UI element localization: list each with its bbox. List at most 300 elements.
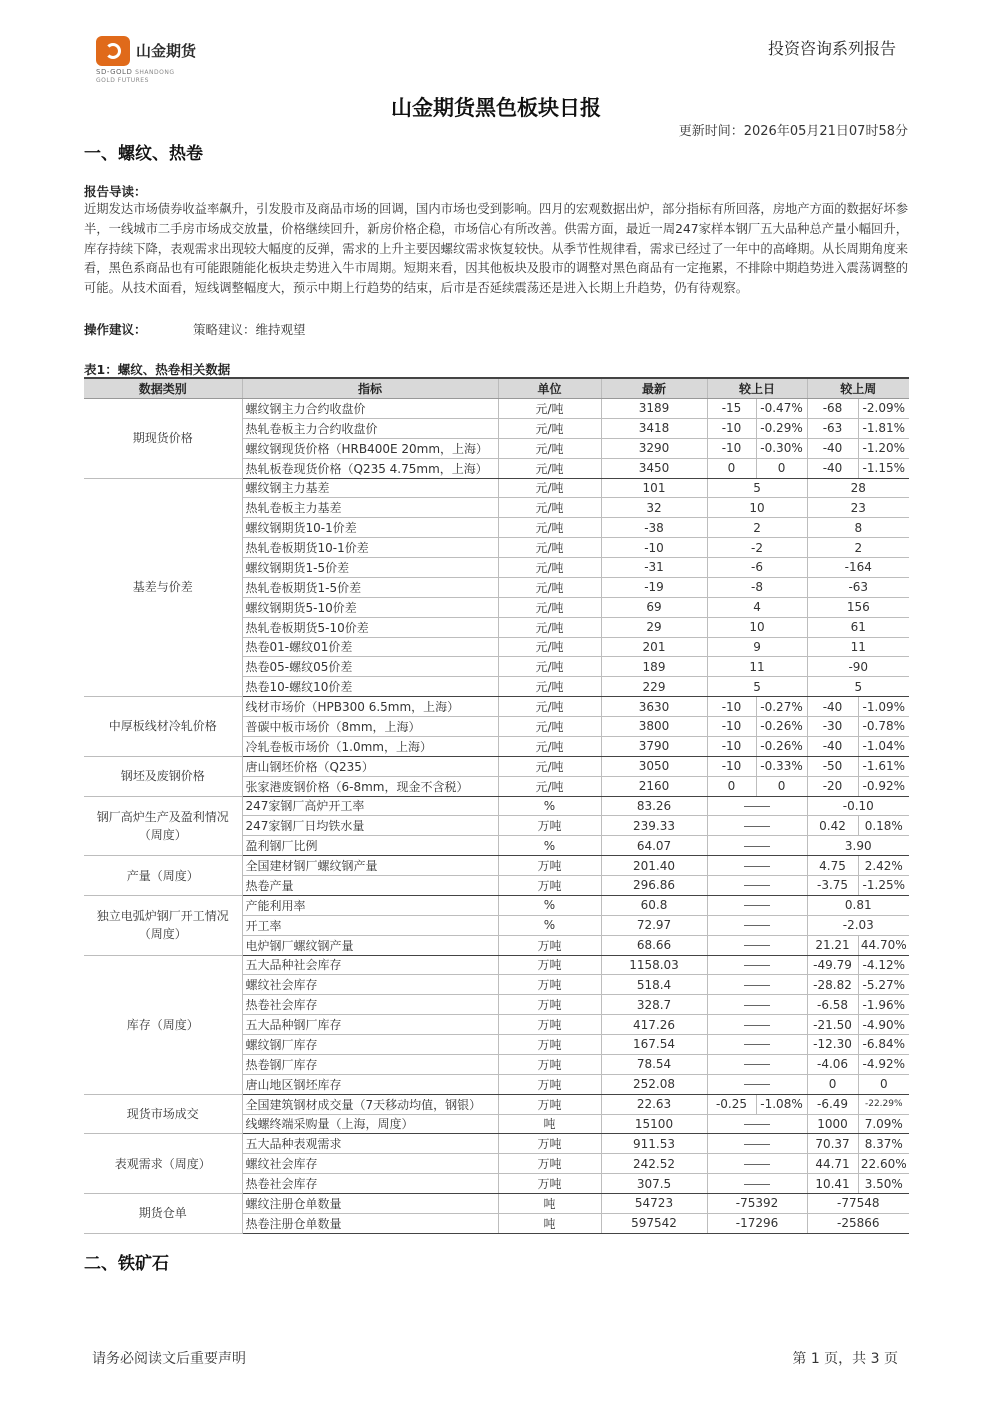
indicator-cell: 热卷产量 xyxy=(242,876,498,896)
change-cell: 7.09% xyxy=(858,1114,909,1134)
latest-cell: 64.07 xyxy=(601,836,707,856)
latest-cell: -31 xyxy=(601,558,707,578)
latest-cell: 201 xyxy=(601,637,707,657)
latest-cell: 189 xyxy=(601,657,707,677)
table-row xyxy=(84,955,909,975)
category-cell: 独立电弧炉钢厂开工情况（周度） xyxy=(84,895,242,955)
latest-cell: 101 xyxy=(601,478,707,498)
latest-cell: 83.26 xyxy=(601,796,707,816)
no-data-dash xyxy=(744,945,770,946)
lead-label: 报告导读： xyxy=(84,184,147,199)
document-title: 山金期货黑色板块日报 xyxy=(391,96,601,120)
latest-cell: 72.97 xyxy=(601,915,707,935)
no-data-dash xyxy=(744,885,770,886)
indicator-cell: 螺纹钢现货价格（HRB400E 20mm，上海） xyxy=(242,438,498,458)
week-change-cell: -2.03 xyxy=(807,915,909,935)
latest-cell: 3189 xyxy=(601,399,707,419)
latest-cell: 167.54 xyxy=(601,1035,707,1055)
change-cell: -1.20% xyxy=(858,438,909,458)
indicator-cell: 热轧卷板期货1-5价差 xyxy=(242,577,498,597)
category-cell: 基差与价差 xyxy=(84,478,242,697)
latest-cell: 3050 xyxy=(601,756,707,776)
unit-cell: 元/吨 xyxy=(498,717,601,737)
change-cell: -1.04% xyxy=(858,736,909,756)
day-change-dash-cell xyxy=(707,915,807,935)
unit-cell: 万吨 xyxy=(498,1094,601,1114)
unit-cell: 元/吨 xyxy=(498,498,601,518)
day-change-cell: 9 xyxy=(707,637,807,657)
change-cell: -15 xyxy=(707,399,756,419)
day-change-dash-cell xyxy=(707,876,807,896)
week-change-cell: 8 xyxy=(807,518,909,538)
indicator-cell: 螺纹钢主力合约收盘价 xyxy=(242,399,498,419)
unit-cell: 万吨 xyxy=(498,995,601,1015)
day-change-dash-cell xyxy=(707,1015,807,1035)
category-cell: 库存（周度） xyxy=(84,955,242,1094)
unit-cell: 万吨 xyxy=(498,975,601,995)
no-data-dash xyxy=(744,985,770,986)
unit-cell: 万吨 xyxy=(498,1015,601,1035)
indicator-cell: 开工率 xyxy=(242,915,498,935)
indicator-cell: 冷轧卷板市场价（1.0mm，上海） xyxy=(242,736,498,756)
change-cell: -40 xyxy=(807,736,858,756)
day-change-dash-cell xyxy=(707,796,807,816)
unit-cell: 万吨 xyxy=(498,935,601,955)
week-change-cell: -0.10 xyxy=(807,796,909,816)
report-series: 投资咨询系列报告 xyxy=(767,39,896,58)
change-cell: -0.25 xyxy=(707,1094,756,1114)
unit-cell: 万吨 xyxy=(498,1174,601,1194)
logo-en: SD-GOLD xyxy=(96,68,133,76)
footer-disclaimer: 请务必阅读文后重要声明 xyxy=(92,1351,246,1367)
no-data-dash xyxy=(744,826,770,827)
indicator-cell: 全国建筑钢材成交量（7天移动均值，钢银） xyxy=(242,1094,498,1114)
latest-cell: 60.8 xyxy=(601,895,707,915)
latest-cell: 3790 xyxy=(601,736,707,756)
latest-cell: 22.63 xyxy=(601,1094,707,1114)
change-cell: 0 xyxy=(858,1074,909,1094)
day-change-cell: -17296 xyxy=(707,1213,807,1233)
indicator-cell: 电炉钢厂螺纹钢产量 xyxy=(242,935,498,955)
change-cell: 3.50% xyxy=(858,1174,909,1194)
day-change-cell: 2 xyxy=(707,518,807,538)
change-cell: -4.12% xyxy=(858,955,909,975)
day-change-dash-cell xyxy=(707,856,807,876)
indicator-cell: 热卷钢厂库存 xyxy=(242,1054,498,1074)
unit-cell: 元/吨 xyxy=(498,518,601,538)
table-row xyxy=(84,1134,909,1154)
no-data-dash xyxy=(744,905,770,906)
day-change-cell: 10 xyxy=(707,498,807,518)
table-row xyxy=(84,796,909,816)
indicator-cell: 线材市场价（HPB300 6.5mm，上海） xyxy=(242,697,498,717)
change-cell: -10 xyxy=(707,717,756,737)
unit-cell: 元/吨 xyxy=(498,776,601,796)
day-change-cell: 5 xyxy=(707,478,807,498)
change-cell: 44.71 xyxy=(807,1154,858,1174)
indicator-cell: 热卷10-螺纹10价差 xyxy=(242,677,498,697)
change-cell: -2.09% xyxy=(858,399,909,419)
day-change-dash-cell xyxy=(707,816,807,836)
change-cell: -6.49 xyxy=(807,1094,858,1114)
table-row xyxy=(84,1194,909,1214)
week-change-cell: -25866 xyxy=(807,1213,909,1233)
unit-cell: 元/吨 xyxy=(498,697,601,717)
indicator-cell: 唐山钢坯价格（Q235） xyxy=(242,756,498,776)
unit-cell: 元/吨 xyxy=(498,637,601,657)
change-cell: 4.75 xyxy=(807,856,858,876)
week-change-cell: -63 xyxy=(807,577,909,597)
unit-cell: 万吨 xyxy=(498,955,601,975)
latest-cell: 911.53 xyxy=(601,1134,707,1154)
latest-cell: 3630 xyxy=(601,697,707,717)
latest-cell: 3450 xyxy=(601,458,707,478)
change-cell: -0.33% xyxy=(756,756,807,776)
unit-cell: 万吨 xyxy=(498,1154,601,1174)
latest-cell: -38 xyxy=(601,518,707,538)
no-data-dash xyxy=(744,1084,770,1085)
day-change-dash-cell xyxy=(707,1134,807,1154)
latest-cell: 3290 xyxy=(601,438,707,458)
page-number: 第 1 页，共 3 页 xyxy=(792,1351,898,1367)
logo-icon xyxy=(96,36,130,66)
unit-cell: 万吨 xyxy=(498,816,601,836)
unit-cell: 元/吨 xyxy=(498,438,601,458)
day-change-cell: -2 xyxy=(707,538,807,558)
change-cell: 0 xyxy=(756,458,807,478)
table-header-row xyxy=(84,378,909,399)
day-change-dash-cell xyxy=(707,1054,807,1074)
indicator-cell: 热卷社会库存 xyxy=(242,995,498,1015)
change-cell: -10 xyxy=(707,438,756,458)
category-cell: 钢坯及废钢价格 xyxy=(84,756,242,796)
latest-cell: 239.33 xyxy=(601,816,707,836)
change-cell: -1.61% xyxy=(858,756,909,776)
no-data-dash xyxy=(744,925,770,926)
change-cell: -0.26% xyxy=(756,736,807,756)
category-cell: 产量（周度） xyxy=(84,856,242,896)
change-cell: -1.08% xyxy=(756,1094,807,1114)
col-header-vs-week: 较上周 xyxy=(807,378,909,399)
no-data-dash xyxy=(744,1044,770,1045)
change-cell: -1.09% xyxy=(858,697,909,717)
day-change-dash-cell xyxy=(707,975,807,995)
table-row xyxy=(84,856,909,876)
day-change-dash-cell xyxy=(707,995,807,1015)
change-cell: -0.27% xyxy=(756,697,807,717)
latest-cell: 29 xyxy=(601,617,707,637)
week-change-cell: 2 xyxy=(807,538,909,558)
latest-cell: 78.54 xyxy=(601,1054,707,1074)
latest-cell: -10 xyxy=(601,538,707,558)
change-cell: -63 xyxy=(807,418,858,438)
no-data-dash xyxy=(744,1184,770,1185)
col-header-indicator: 指标 xyxy=(242,378,498,399)
change-cell: 0 xyxy=(707,458,756,478)
latest-cell: 32 xyxy=(601,498,707,518)
change-cell: 0 xyxy=(756,776,807,796)
table-caption: 表1：螺纹、热卷相关数据 xyxy=(84,362,231,377)
indicator-cell: 螺纹社会库存 xyxy=(242,1154,498,1174)
change-cell: -0.47% xyxy=(756,399,807,419)
change-cell: -6.84% xyxy=(858,1035,909,1055)
latest-cell: 2160 xyxy=(601,776,707,796)
change-cell: 0 xyxy=(707,776,756,796)
indicator-cell: 螺纹钢期货5-10价差 xyxy=(242,597,498,617)
unit-cell: % xyxy=(498,796,601,816)
day-change-cell: -6 xyxy=(707,558,807,578)
unit-cell: 万吨 xyxy=(498,1134,601,1154)
day-change-dash-cell xyxy=(707,1174,807,1194)
change-cell: -5.27% xyxy=(858,975,909,995)
day-change-dash-cell xyxy=(707,1154,807,1174)
change-cell: -3.75 xyxy=(807,876,858,896)
indicator-cell: 张家港废钢价格（6-8mm，现金不含税） xyxy=(242,776,498,796)
logo-text: 山金期货 xyxy=(136,42,197,60)
no-data-dash xyxy=(744,1124,770,1125)
unit-cell: 元/吨 xyxy=(498,458,601,478)
table-row xyxy=(84,1094,909,1114)
change-cell: -28.82 xyxy=(807,975,858,995)
unit-cell: 元/吨 xyxy=(498,677,601,697)
unit-cell: % xyxy=(498,836,601,856)
indicator-cell: 五大品种社会库存 xyxy=(242,955,498,975)
day-change-dash-cell xyxy=(707,1114,807,1134)
unit-cell: % xyxy=(498,915,601,935)
unit-cell: 万吨 xyxy=(498,856,601,876)
latest-cell: 417.26 xyxy=(601,1015,707,1035)
change-cell: -10 xyxy=(707,697,756,717)
latest-cell: 68.66 xyxy=(601,935,707,955)
week-change-cell: 3.90 xyxy=(807,836,909,856)
change-cell: -40 xyxy=(807,697,858,717)
indicator-cell: 247家钢厂日均铁水量 xyxy=(242,816,498,836)
col-header-unit: 单位 xyxy=(498,378,601,399)
change-cell: -1.25% xyxy=(858,876,909,896)
update-time: 更新时间：2026年05月21日07时58分 xyxy=(678,124,908,139)
change-cell: -10 xyxy=(707,756,756,776)
day-change-dash-cell xyxy=(707,955,807,975)
rebar-data-table xyxy=(84,377,909,1234)
latest-cell: 3418 xyxy=(601,418,707,438)
category-cell: 期现货价格 xyxy=(84,399,242,479)
indicator-cell: 热轧卷板期货5-10价差 xyxy=(242,617,498,637)
latest-cell: -19 xyxy=(601,577,707,597)
no-data-dash xyxy=(744,1164,770,1165)
indicator-cell: 热轧板卷现货价格（Q235 4.75mm，上海） xyxy=(242,458,498,478)
unit-cell: 元/吨 xyxy=(498,558,601,578)
change-cell: 21.21 xyxy=(807,935,858,955)
indicator-cell: 五大品种表观需求 xyxy=(242,1134,498,1154)
unit-cell: 元/吨 xyxy=(498,418,601,438)
company-logo xyxy=(96,36,197,84)
indicator-cell: 螺纹钢期货10-1价差 xyxy=(242,518,498,538)
change-cell: -0.26% xyxy=(756,717,807,737)
unit-cell: 元/吨 xyxy=(498,756,601,776)
latest-cell: 328.7 xyxy=(601,995,707,1015)
indicator-cell: 产能利用率 xyxy=(242,895,498,915)
latest-cell: 15100 xyxy=(601,1114,707,1134)
no-data-dash xyxy=(744,1144,770,1145)
change-cell: -1.96% xyxy=(858,995,909,1015)
unit-cell: 万吨 xyxy=(498,1054,601,1074)
table-row xyxy=(84,895,909,915)
unit-cell: 元/吨 xyxy=(498,736,601,756)
indicator-cell: 螺纹钢厂库存 xyxy=(242,1035,498,1055)
week-change-cell: 11 xyxy=(807,637,909,657)
change-cell: 0.42 xyxy=(807,816,858,836)
unit-cell: % xyxy=(498,895,601,915)
indicator-cell: 螺纹社会库存 xyxy=(242,975,498,995)
day-change-dash-cell xyxy=(707,1035,807,1055)
latest-cell: 3800 xyxy=(601,717,707,737)
change-cell: -12.30 xyxy=(807,1035,858,1055)
change-cell: 0 xyxy=(807,1074,858,1094)
change-cell: 0.18% xyxy=(858,816,909,836)
latest-cell: 242.52 xyxy=(601,1154,707,1174)
no-data-dash xyxy=(744,1064,770,1065)
unit-cell: 元/吨 xyxy=(498,597,601,617)
day-change-dash-cell xyxy=(707,1074,807,1094)
unit-cell: 吨 xyxy=(498,1194,601,1214)
indicator-cell: 全国建材钢厂螺纹钢产量 xyxy=(242,856,498,876)
change-cell: -1.81% xyxy=(858,418,909,438)
change-cell: 10.41 xyxy=(807,1174,858,1194)
table-row xyxy=(84,697,909,717)
unit-cell: 万吨 xyxy=(498,1074,601,1094)
indicator-cell: 247家钢厂高炉开工率 xyxy=(242,796,498,816)
latest-cell: 201.40 xyxy=(601,856,707,876)
unit-cell: 元/吨 xyxy=(498,617,601,637)
day-change-cell: -8 xyxy=(707,577,807,597)
col-header-category: 数据类别 xyxy=(84,378,242,399)
day-change-cell: -75392 xyxy=(707,1194,807,1214)
indicator-cell: 热轧卷板主力合约收盘价 xyxy=(242,418,498,438)
change-cell: -1.15% xyxy=(858,458,909,478)
week-change-cell: -90 xyxy=(807,657,909,677)
change-cell: -40 xyxy=(807,458,858,478)
day-change-dash-cell xyxy=(707,895,807,915)
change-cell: -6.58 xyxy=(807,995,858,1015)
change-cell: 22.60% xyxy=(858,1154,909,1174)
change-cell: -0.29% xyxy=(756,418,807,438)
week-change-cell: -77548 xyxy=(807,1194,909,1214)
category-cell: 钢厂高炉生产及盈利情况（周度） xyxy=(84,796,242,856)
latest-cell: 597542 xyxy=(601,1213,707,1233)
change-cell: -10 xyxy=(707,418,756,438)
change-cell: -20 xyxy=(807,776,858,796)
change-cell: 44.70% xyxy=(858,935,909,955)
section-title-rebar: 一、螺纹、热卷 xyxy=(84,144,203,164)
latest-cell: 69 xyxy=(601,597,707,617)
unit-cell: 元/吨 xyxy=(498,538,601,558)
col-header-vs-day: 较上日 xyxy=(707,378,807,399)
latest-cell: 252.08 xyxy=(601,1074,707,1094)
no-data-dash xyxy=(744,1025,770,1026)
category-cell: 中厚板线材冷轧价格 xyxy=(84,697,242,757)
indicator-cell: 螺纹钢主力基差 xyxy=(242,478,498,498)
operation-value: 策略建议：维持观望 xyxy=(193,322,306,337)
unit-cell: 万吨 xyxy=(498,876,601,896)
unit-cell: 吨 xyxy=(498,1213,601,1233)
indicator-cell: 唐山地区钢坯库存 xyxy=(242,1074,498,1094)
week-change-cell: 28 xyxy=(807,478,909,498)
change-cell: -10 xyxy=(707,736,756,756)
indicator-cell: 热卷注册仓单数量 xyxy=(242,1213,498,1233)
table-row xyxy=(84,478,909,498)
indicator-cell: 热轧卷板期货10-1价差 xyxy=(242,538,498,558)
category-cell: 表观需求（周度） xyxy=(84,1134,242,1194)
change-cell: -4.06 xyxy=(807,1054,858,1074)
week-change-cell: 5 xyxy=(807,677,909,697)
change-cell: -40 xyxy=(807,438,858,458)
indicator-cell: 线螺终端采购量（上海，周度） xyxy=(242,1114,498,1134)
latest-cell: 229 xyxy=(601,677,707,697)
week-change-cell: 0.81 xyxy=(807,895,909,915)
change-cell: -0.92% xyxy=(858,776,909,796)
unit-cell: 元/吨 xyxy=(498,657,601,677)
change-cell: -50 xyxy=(807,756,858,776)
change-cell: -30 xyxy=(807,717,858,737)
indicator-cell: 螺纹注册仓单数量 xyxy=(242,1194,498,1214)
unit-cell: 吨 xyxy=(498,1114,601,1134)
no-data-dash xyxy=(744,846,770,847)
change-cell: -4.92% xyxy=(858,1054,909,1074)
indicator-cell: 热卷社会库存 xyxy=(242,1174,498,1194)
change-cell: 2.42% xyxy=(858,856,909,876)
change-cell: 8.37% xyxy=(858,1134,909,1154)
indicator-cell: 盈利钢厂比例 xyxy=(242,836,498,856)
no-data-dash xyxy=(744,1005,770,1006)
category-cell: 期货仓单 xyxy=(84,1194,242,1234)
table-row xyxy=(84,756,909,776)
week-change-cell: 61 xyxy=(807,617,909,637)
logo-sub: SHANDONG GOLD FUTURES xyxy=(96,69,175,84)
col-header-latest: 最新 xyxy=(601,378,707,399)
day-change-cell: 4 xyxy=(707,597,807,617)
indicator-cell: 热卷01-螺纹01价差 xyxy=(242,637,498,657)
section-title-iron-ore: 二、铁矿石 xyxy=(84,1254,169,1274)
unit-cell: 元/吨 xyxy=(498,577,601,597)
no-data-dash xyxy=(744,965,770,966)
week-change-cell: 156 xyxy=(807,597,909,617)
category-cell: 现货市场成交 xyxy=(84,1094,242,1134)
operation-label: 操作建议： xyxy=(84,322,147,337)
change-cell: -22.29% xyxy=(858,1094,909,1114)
change-cell: 1000 xyxy=(807,1114,858,1134)
latest-cell: 296.86 xyxy=(601,876,707,896)
no-data-dash xyxy=(744,806,770,807)
indicator-cell: 热轧卷板主力基差 xyxy=(242,498,498,518)
day-change-cell: 5 xyxy=(707,677,807,697)
change-cell: -68 xyxy=(807,399,858,419)
latest-cell: 1158.03 xyxy=(601,955,707,975)
no-data-dash xyxy=(744,866,770,867)
unit-cell: 元/吨 xyxy=(498,399,601,419)
change-cell: -21.50 xyxy=(807,1015,858,1035)
latest-cell: 307.5 xyxy=(601,1174,707,1194)
week-change-cell: 23 xyxy=(807,498,909,518)
indicator-cell: 普碳中板市场价（8mm，上海） xyxy=(242,717,498,737)
unit-cell: 万吨 xyxy=(498,1035,601,1055)
change-cell: 70.37 xyxy=(807,1134,858,1154)
day-change-cell: 11 xyxy=(707,657,807,677)
change-cell: -0.30% xyxy=(756,438,807,458)
table-row xyxy=(84,399,909,419)
lead-text: 近期发达市场债券收益率飙升，引发股市及商品市场的回调，国内市场也受到影响。四月的宏观数据出炉，部分指标有所回落，房地产方面的数据好坏参半，一线城市二手房市场成交放量，价格继续回升，新房价格企稳，市场信心有所改善。供需方面，最近一周247家样本钢厂五大品种总产量小幅回升，库存持续下降，表观需求出现较大幅度的反弹，需求的上升主要因螺纹需求恢复较快。从季节性规律看，需求已经过了一年中的高峰期。从长周期角度来看，黑色系商品也有可能跟随能化板块走势进入牛市周期。短期来看，因其他板块及股市的调整对黑色商品有一定拖累，不排除中期趋势进入震荡调整的可能。从技术面看，短线调整幅度大，预示中期上行趋势的结束，后市是否延续震荡还是进入长期上升趋势，仍有待观察。 xyxy=(84,202,908,296)
change-cell: -4.90% xyxy=(858,1015,909,1035)
change-cell: -0.78% xyxy=(858,717,909,737)
